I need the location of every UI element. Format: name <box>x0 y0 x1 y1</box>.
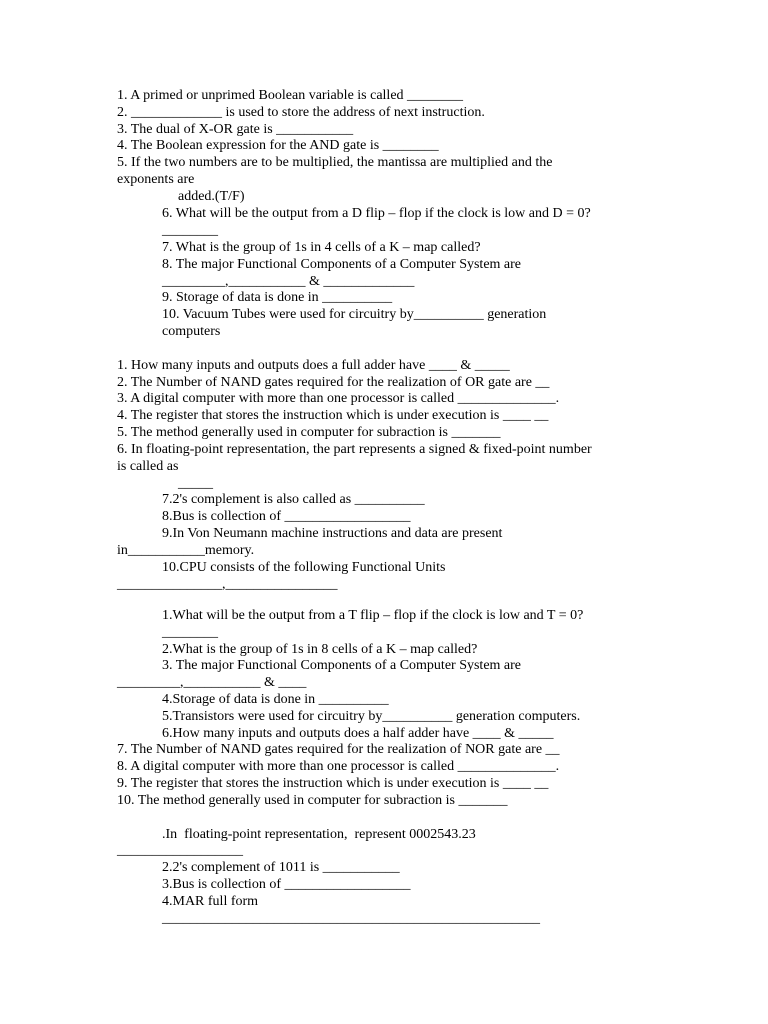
s1-q5-line2: exponents are <box>117 172 195 187</box>
s2-q9-line2: in___________memory. <box>117 543 255 558</box>
s2-q5: 5. The method generally used in computer for subraction is _______ <box>117 425 501 440</box>
s2-q3: 3. A digital computer with more than one processor is called ______________. <box>117 391 560 406</box>
s2-q2: 2. The Number of NAND gates required for the realization of OR gate are __ <box>117 375 550 390</box>
s1-q10-line2: computers <box>162 324 221 339</box>
s1-q1: 1. A primed or unprimed Boolean variable is called ________ <box>117 88 464 103</box>
s3-q1: 1.What will be the output from a T flip – flop if the clock is low and T = 0? <box>162 608 584 623</box>
s3-q6: 6.How many inputs and outputs does a half adder have ____ & _____ <box>162 726 554 741</box>
s1-q8: 8. The major Functional Components of a Computer System are <box>162 257 522 272</box>
s2-q10-blank: _______________,________________ <box>117 577 338 592</box>
s2-q7: 7.2's complement is also called as __________ <box>162 492 425 507</box>
s4-q1-blank: __________________ <box>117 843 243 858</box>
s1-q8-blank: _________,___________ & _____________ <box>162 274 415 289</box>
s1-q5-line3: added.(T/F) <box>178 189 245 204</box>
s1-q7: 7. What is the group of 1s in 4 cells of a K – map called? <box>162 240 481 255</box>
s2-q1: 1. How many inputs and outputs does a full adder have ____ & _____ <box>117 358 510 373</box>
s1-q6-blank: ________ <box>162 223 218 238</box>
s4-q4: 4.MAR full form <box>162 894 259 909</box>
s3-q4: 4.Storage of data is done in __________ <box>162 692 389 707</box>
s3-q7: 7. The Number of NAND gates required for the realization of NOR gate are __ <box>117 742 560 757</box>
s2-q8: 8.Bus is collection of __________________ <box>162 509 411 524</box>
s4-q3: 3.Bus is collection of __________________ <box>162 877 411 892</box>
s4-q4-blank: ______________________________________________________ <box>162 911 540 926</box>
s1-q5-line1: 5. If the two numbers are to be multiplied, the mantissa are multiplied and the <box>117 155 553 170</box>
s2-q10: 10.CPU consists of the following Functional Units <box>162 560 446 575</box>
s4-q2: 2.2's complement of 1011 is ___________ <box>162 860 400 875</box>
s1-q4: 4. The Boolean expression for the AND gate is ________ <box>117 138 439 153</box>
s2-q4: 4. The register that stores the instruction which is under execution is ____ __ <box>117 408 549 423</box>
s1-q6: 6. What will be the output from a D flip – flop if the clock is low and D = 0? <box>162 206 591 221</box>
s3-q2: 2.What is the group of 1s in 8 cells of a K – map called? <box>162 642 478 657</box>
s3-q9: 9. The register that stores the instruction which is under execution is ____ __ <box>117 776 549 791</box>
s3-q10: 10. The method generally used in computer for subraction is _______ <box>117 793 508 808</box>
s3-q3: 3. The major Functional Components of a Computer System are <box>162 658 522 673</box>
s2-q6-line2: is called as <box>117 459 179 474</box>
s1-q2: 2. _____________ is used to store the address of next instruction. <box>117 105 485 120</box>
s3-q3-blank: _________,___________ & ____ <box>117 675 307 690</box>
s4-q1: .In floating-point representation, represent 0002543.23 <box>162 827 476 842</box>
s1-q3: 3. The dual of X-OR gate is ___________ <box>117 122 354 137</box>
s3-q8: 8. A digital computer with more than one processor is called ______________. <box>117 759 560 774</box>
s3-q5: 5.Transistors were used for circuitry by__________ generation computers. <box>162 709 581 724</box>
s2-q6-line1: 6. In floating-point representation, the part represents a signed & fixed-point number <box>117 442 592 457</box>
s2-q9: 9.In Von Neumann machine instructions and data are present <box>162 526 503 541</box>
s1-q9: 9. Storage of data is done in __________ <box>162 290 393 305</box>
s2-q6-blank: _____ <box>178 476 213 491</box>
s1-q10: 10. Vacuum Tubes were used for circuitry by__________ generation <box>162 307 547 322</box>
s3-q1-blank: ________ <box>162 625 218 640</box>
